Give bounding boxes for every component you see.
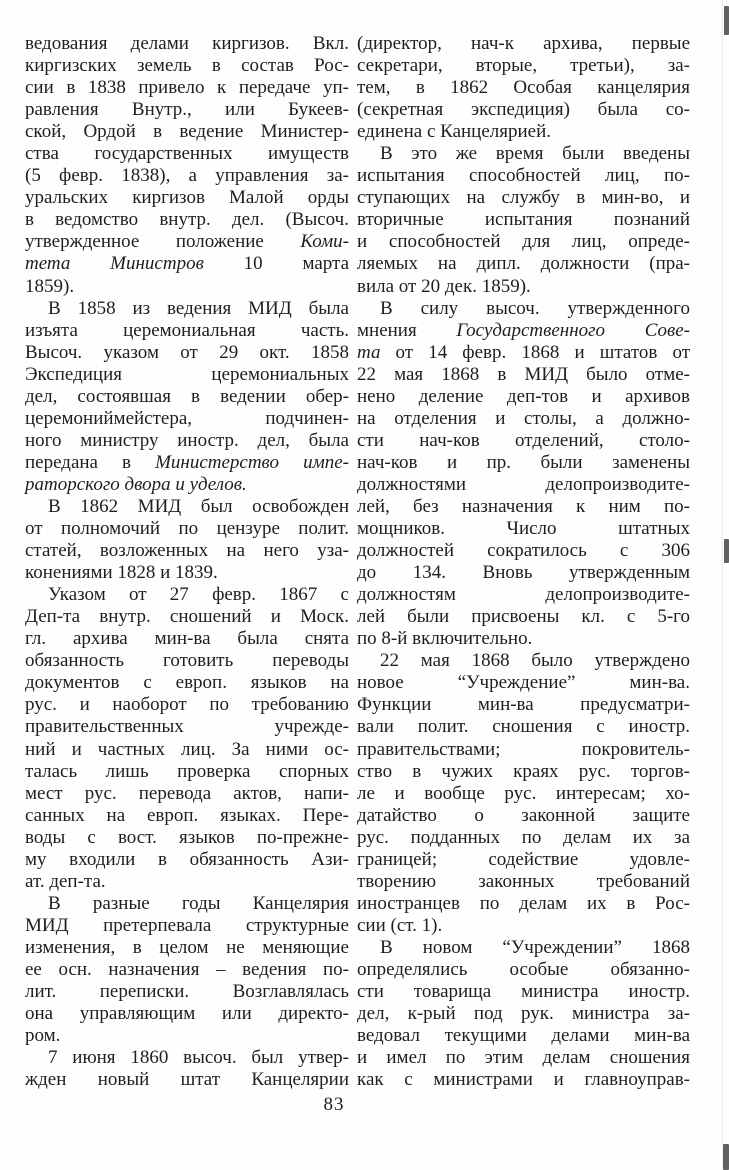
text-line <box>357 827 690 849</box>
text-line <box>25 694 349 716</box>
text-segment: иностранцев по делам их в Рос- <box>357 892 690 914</box>
text-line <box>357 496 690 518</box>
text-segment: мощников. Число штатных <box>357 518 690 540</box>
text-line <box>357 474 690 496</box>
text-line <box>357 55 690 77</box>
text-segment: правительственных учрежде- <box>25 716 349 738</box>
text-line <box>357 694 690 716</box>
text-segment: вали полит. сношения с иностр. <box>357 716 690 738</box>
text-segment: Экспедиция церемониальных <box>25 363 349 385</box>
text-line <box>357 253 690 275</box>
text-line <box>357 33 690 55</box>
text-line <box>357 121 690 143</box>
text-segment: (секретная экспедиция) была со- <box>357 99 690 121</box>
scan-artifact-bottom <box>723 1144 729 1170</box>
text-segment: документов с европ. языков на <box>25 672 349 694</box>
text-segment: сии в 1838 привело к передаче уп- <box>25 77 349 99</box>
text-segment: дел, к-рый под рук. министра за- <box>357 1003 690 1025</box>
text-line <box>25 165 349 187</box>
text-line <box>357 99 690 121</box>
text-segment: ской, Ордой в ведение Министер- <box>25 121 349 143</box>
text-line <box>357 231 690 253</box>
text-line <box>357 628 690 650</box>
text-line <box>25 1003 349 1025</box>
text-segment: В 1858 из ведения МИД была <box>48 297 349 319</box>
text-segment: уральских киргизов Малой орды <box>25 187 349 209</box>
text-segment: ляемых на дипл. должности (пра- <box>357 253 690 275</box>
text-segment: испытания способностей лиц, по- <box>357 165 690 187</box>
text-segment: 22 мая 1868 в МИД было отме- <box>357 363 690 385</box>
text-line <box>357 386 690 408</box>
text-segment: дел, состоявшая в ведении обер- <box>25 385 349 407</box>
text-line <box>357 143 690 165</box>
text-segment: мест рус. перевода актов, напи- <box>25 782 349 804</box>
text-line <box>25 672 349 694</box>
text-segment: она управляющим или директо- <box>25 1003 349 1025</box>
text-line <box>25 77 349 99</box>
text-line <box>25 298 349 320</box>
text-segment: ведовал текущими делами мин-ва <box>357 1025 690 1047</box>
text-line <box>25 231 349 253</box>
text-line <box>25 99 349 121</box>
text-segment: как с министрами и главноуправ- <box>357 1069 690 1091</box>
text-segment: должностями делопроизводите- <box>357 473 690 495</box>
text-line <box>357 452 690 474</box>
italic-text-segment: Министерство импе- <box>155 451 349 473</box>
text-line <box>357 805 690 827</box>
text-line <box>25 915 349 937</box>
text-segment: от полномочий по цензуре полит. <box>25 518 349 540</box>
text-segment: ром. <box>25 1025 61 1047</box>
text-line <box>357 276 690 298</box>
text-line <box>357 783 690 805</box>
text-segment: правительствами; покровитель- <box>357 738 690 760</box>
text-column-left <box>25 33 349 1091</box>
text-segment: ле и вообще рус. интересам; хо- <box>357 782 690 804</box>
text-segment: (5 февр. 1838), а управления за- <box>25 165 349 187</box>
text-segment: на отделения и столы, а должно- <box>357 407 690 429</box>
scan-artifact-top <box>724 6 729 35</box>
text-line <box>25 937 349 959</box>
text-line <box>357 672 690 694</box>
text-line <box>25 408 349 430</box>
text-line <box>25 650 349 672</box>
text-segment: нач-ков и пр. были заменены <box>357 451 690 473</box>
text-segment: 1859). <box>25 275 75 297</box>
italic-text-segment: тета Министров <box>25 253 204 275</box>
text-segment: церемониймейстера, подчинен- <box>25 407 349 429</box>
text-segment: равления Внутр., или Букеев- <box>25 99 349 121</box>
text-line <box>25 761 349 783</box>
text-line <box>25 871 349 893</box>
scan-artifact-middle <box>724 539 729 563</box>
text-line <box>25 628 349 650</box>
text-segment: ее осн. назначения – ведения по- <box>25 958 349 980</box>
text-segment: должностям делопроизводите- <box>357 584 690 606</box>
text-line <box>357 716 690 738</box>
text-line <box>25 253 349 275</box>
italic-text-segment: Коми- <box>300 231 349 253</box>
text-line <box>25 276 349 298</box>
text-segment: датайство о законной защите <box>357 804 690 826</box>
text-line <box>357 959 690 981</box>
text-segment: В это же время были введены <box>380 143 690 165</box>
text-line <box>357 1025 690 1047</box>
text-segment: ний и частных лиц. За ними ос- <box>25 738 349 760</box>
text-line <box>25 783 349 805</box>
text-segment: до 134. Вновь утвержденным <box>357 562 690 584</box>
text-segment: и имел по этим делам сношения <box>357 1047 690 1069</box>
text-segment: сии (ст. 1). <box>357 914 443 936</box>
text-line <box>25 452 349 474</box>
text-line <box>25 849 349 871</box>
text-line <box>25 805 349 827</box>
text-segment: обязанность готовить переводы <box>25 650 349 672</box>
text-segment: Деп-та внутр. сношений и Моск. <box>25 606 349 628</box>
text-line <box>357 937 690 959</box>
text-line <box>357 540 690 562</box>
text-segment: гл. архива мин-ва была снята <box>25 628 349 650</box>
text-line <box>357 871 690 893</box>
text-segment: лей были присвоены кл. с 5-го <box>357 606 690 628</box>
text-line <box>25 739 349 761</box>
text-segment: передана в <box>25 451 156 473</box>
text-segment: должностей сократилось с 306 <box>357 540 690 562</box>
text-segment: 10 марта <box>203 253 349 275</box>
text-line <box>25 430 349 452</box>
text-line <box>25 518 349 540</box>
italic-text-segment: та <box>357 341 381 363</box>
text-line <box>25 562 349 584</box>
text-line <box>25 540 349 562</box>
text-segment: статей, возложенных на него уза- <box>25 540 349 562</box>
text-line <box>357 364 690 386</box>
text-line <box>357 518 690 540</box>
text-segment: вила от 20 дек. 1859). <box>357 275 531 297</box>
text-segment: талась лишь проверка спорных <box>25 760 349 782</box>
text-segment: Указом от 27 февр. 1867 с <box>48 584 349 606</box>
text-segment: 7 июня 1860 высоч. был утвер- <box>48 1047 349 1069</box>
text-segment: лит. переписки. Возглавлялась <box>25 981 349 1003</box>
text-line <box>25 893 349 915</box>
text-segment: сти нач-ков отделений, столо- <box>357 429 690 451</box>
text-line <box>25 606 349 628</box>
text-line <box>357 187 690 209</box>
text-segment: В разные годы Канцелярия <box>48 892 349 914</box>
text-segment: му входили в обязанность Ази- <box>25 848 349 870</box>
text-line <box>357 1003 690 1025</box>
text-line <box>357 849 690 871</box>
text-line <box>25 827 349 849</box>
text-line <box>357 893 690 915</box>
text-segment: В силу высоч. утвержденного <box>380 297 690 319</box>
text-segment: 22 мая 1868 было утверждено <box>380 650 690 672</box>
text-segment: новое “Учреждение” мин-ва. <box>357 672 690 694</box>
text-segment: по 8-й включительно. <box>357 628 533 650</box>
text-segment: и способностей для лиц, опреде- <box>357 231 690 253</box>
text-segment: киргизских земель в состав Рос- <box>25 55 349 77</box>
text-segment: ат. деп-та. <box>25 870 106 892</box>
text-line <box>357 1047 690 1069</box>
text-segment: вторичные испытания познаний <box>357 209 690 231</box>
text-segment: творению законных требований <box>357 870 690 892</box>
text-segment: сти товарища министра иностр. <box>357 981 690 1003</box>
text-line <box>25 981 349 1003</box>
page-number: 83 <box>323 1094 345 1115</box>
text-segment: (директор, нач-к архива, первые <box>357 33 690 54</box>
text-line <box>25 320 349 342</box>
text-segment: В 1862 МИД был освобожден <box>48 495 349 517</box>
text-line <box>25 474 349 496</box>
text-line <box>357 298 690 320</box>
text-line <box>357 562 690 584</box>
text-segment: секретари, вторые, третьи), за- <box>357 55 690 77</box>
text-line <box>357 209 690 231</box>
text-line <box>25 33 349 55</box>
text-segment: конениями 1828 и 1839. <box>25 562 218 584</box>
text-line <box>357 430 690 452</box>
text-line <box>25 143 349 165</box>
text-line <box>357 342 690 364</box>
text-segment: определялись особые обязанно- <box>357 958 690 980</box>
text-line <box>25 55 349 77</box>
text-line <box>25 716 349 738</box>
text-line <box>357 650 690 672</box>
italic-text-segment: раторского двора и уделов. <box>25 473 247 495</box>
text-segment: санных на европ. языках. Пере- <box>25 804 349 826</box>
text-segment: утвержденное положение <box>25 231 301 253</box>
text-line <box>25 364 349 386</box>
text-line <box>357 915 690 937</box>
text-segment: Высоч. указом от 29 окт. 1858 <box>25 341 349 363</box>
text-line <box>25 496 349 518</box>
text-line <box>357 1069 690 1091</box>
text-segment: Функции мин-ва предусматри- <box>357 694 690 716</box>
text-segment: изъята церемониальная часть. <box>25 319 349 341</box>
text-line <box>357 761 690 783</box>
text-line <box>25 342 349 364</box>
text-segment: границей; содействие удовле- <box>357 848 690 870</box>
text-line <box>25 187 349 209</box>
text-segment: единена с Канцелярией. <box>357 121 552 143</box>
text-line <box>357 77 690 99</box>
text-segment: рус. и наоборот по требованию <box>25 694 349 716</box>
text-segment: В новом “Учреждении” 1868 <box>380 936 690 958</box>
text-segment: жден новый штат Канцелярии <box>25 1069 349 1091</box>
text-segment: от 14 февр. 1868 и штатов от <box>380 341 690 363</box>
text-segment: воды с вост. языков по-прежне- <box>25 826 349 848</box>
text-line <box>357 320 690 342</box>
page-edge-shadow <box>722 0 723 1170</box>
text-segment: в ведомство внутр. дел. (Высоч. <box>25 209 349 231</box>
text-line <box>25 121 349 143</box>
text-line <box>25 584 349 606</box>
text-column-right <box>357 33 690 1091</box>
text-line <box>357 739 690 761</box>
text-segment: ства государственных имуществ <box>25 143 349 165</box>
text-segment: МИД претерпевала структурные <box>25 914 349 936</box>
text-line <box>357 606 690 628</box>
text-segment: нено деление деп-тов и архивов <box>357 385 690 407</box>
text-segment: ведования делами киргизов. Вкл. <box>25 33 349 54</box>
text-line <box>25 959 349 981</box>
text-segment: мнения <box>357 319 457 341</box>
text-segment: тем, в 1862 Особая канцелярия <box>357 77 690 99</box>
text-segment: лей, без назначения к ним по- <box>357 495 690 517</box>
text-line <box>25 386 349 408</box>
text-line <box>357 981 690 1003</box>
text-line <box>357 408 690 430</box>
text-line <box>357 584 690 606</box>
text-line <box>25 1069 349 1091</box>
text-segment: рус. подданных по делам их за <box>357 826 690 848</box>
text-line <box>25 209 349 231</box>
text-line <box>357 165 690 187</box>
text-segment: ступающих на службу в мин-во, и <box>357 187 690 209</box>
italic-text-segment: Государственного Сове- <box>456 319 691 341</box>
text-segment: ного министру иностр. дел, была <box>25 429 349 451</box>
text-segment: ство в чужих краях рус. торгов- <box>357 760 690 782</box>
text-line <box>25 1025 349 1047</box>
text-line <box>25 1047 349 1069</box>
text-segment: изменения, в целом не меняющие <box>25 936 349 958</box>
